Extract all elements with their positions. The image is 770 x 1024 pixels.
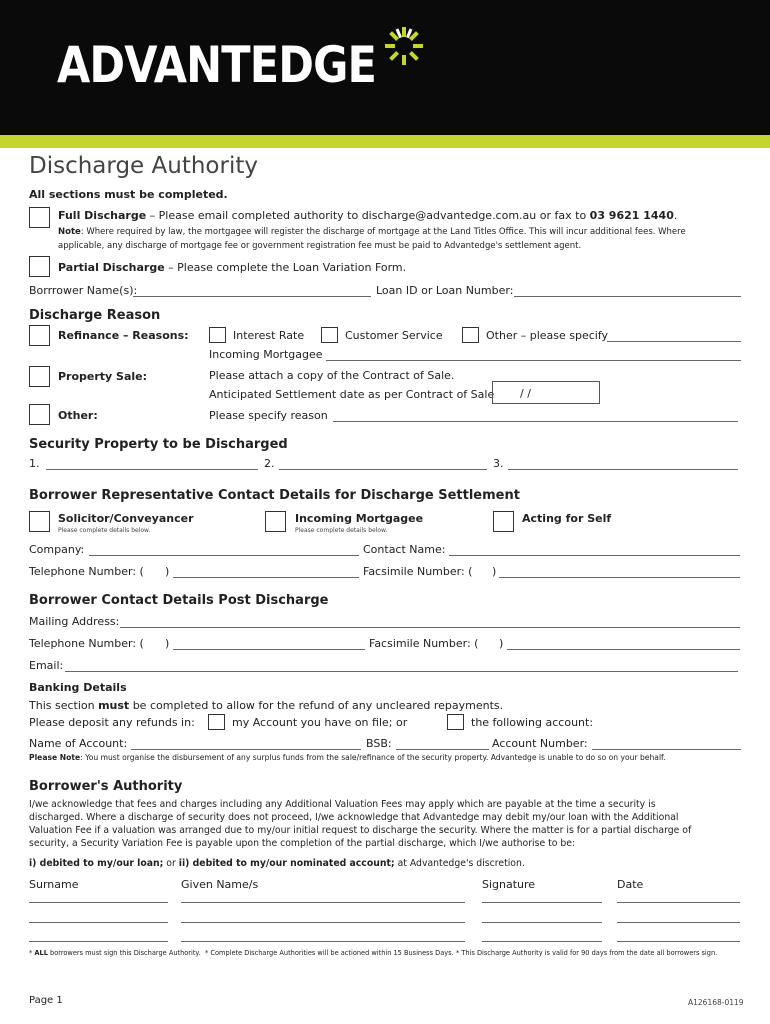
interest-rate-label: Interest Rate [233,329,305,342]
account-number-label: Account Number: [492,737,588,750]
security-3-field[interactable] [508,469,738,470]
account-number-field[interactable] [592,749,741,750]
account-on-file-label: my Account you have on file; or [232,716,408,729]
bsb-field[interactable] [396,749,489,750]
post-telephone-paren: ) [165,637,170,650]
security-1-field[interactable] [46,469,258,470]
incoming-mortgagee-rep-checkbox[interactable] [265,511,286,532]
given-names-field[interactable] [181,902,465,903]
property-sale-label: Property Sale: [58,370,148,383]
solicitor-label: Solicitor/Conveyancer [58,512,194,525]
authority-paragraph-3: Valuation Fee if a valuation was arranged due to my/our initial request to discharge the security. Where the matter is for a partial discharge of [29,825,692,836]
post-discharge-heading: Borrower Contact Details Post Discharge [29,593,329,608]
account-on-file-checkbox[interactable] [208,714,225,730]
banking-heading: Banking Details [29,681,127,694]
authority-paragraph-4: security, a Security Variation Fee is payable upon the completion of the partial discharge, which I/we authorise to be: [29,838,576,849]
full-discharge-note-2: applicable, any discharge of mortgage fee or government registration fee must be paid to Advantedge's settlement agent. [58,241,582,251]
footnote-business-days: * Complete Discharge Authorities will be actioned within 15 Business Days. [205,949,454,957]
date-separators: / / [520,387,531,400]
refinance-label: Refinance – Reasons: [58,329,189,342]
authority-paragraph-1: I/we acknowledge that fees and charges including any Additional Valuation Fees may apply which are payable at the time a security is [29,799,656,810]
date-column-label: Date [617,878,644,891]
mailing-address-field[interactable] [120,627,740,628]
date-field[interactable] [617,902,740,903]
attach-contract-text: Please attach a copy of the Contract of Sale. [209,369,455,382]
company-label: Company: [29,543,85,556]
loan-id-field[interactable] [514,296,741,297]
post-telephone-field[interactable] [173,649,365,650]
full-discharge-note: Note: Where required by law, the mortgagee will register the discharge of mortgage at the Land Titles Office. This will incur additional fees. Where [58,227,686,237]
incoming-mortgagee-rep-label: Incoming Mortgagee [295,512,424,525]
other-reason-label: Other – please specify [486,329,609,342]
incoming-mortgagee-field[interactable] [326,360,741,361]
bsb-label: BSB: [366,737,392,750]
post-facsimile-field[interactable] [507,649,740,650]
debit-options: i) debited to my/our loan; or ii) debited to my/our nominated account; at Advantedge's discretion. [29,858,525,869]
authority-heading: Borrower's Authority [29,779,183,794]
representative-heading: Borrower Representative Contact Details for Discharge Settlement [29,488,520,503]
discharge-reason-heading: Discharge Reason [29,308,161,323]
acting-for-self-label: Acting for Self [522,512,612,525]
post-telephone-label: Telephone Number: ( [29,637,144,650]
banking-instruction: This section must be completed to allow for the refund of any uncleared repayments. [29,699,504,712]
incoming-mortgagee-label: Incoming Mortgagee [209,348,323,361]
email-label: Email: [29,659,64,672]
acting-for-self-checkbox[interactable] [493,511,514,532]
security-3-label: 3. [493,457,504,470]
given-names-field[interactable] [181,922,465,923]
account-name-label: Name of Account: [29,737,128,750]
partial-discharge-line: Partial Discharge – Please complete the Loan Variation Form. [58,261,407,274]
full-discharge-line: Full Discharge – Please email completed authority to discharge@advantedge.com.au or fax to 03 9621 1440. [58,209,678,222]
account-name-field[interactable] [131,749,361,750]
brand-logo: ADVANTEDGE [57,36,377,94]
deposit-label: Please deposit any refunds in: [29,716,195,729]
anticipated-date-label: Anticipated Settlement date as per Contract of Sale [209,388,495,401]
settlement-date-field[interactable] [492,381,600,404]
specify-reason-label: Please specify reason [209,409,328,422]
specify-reason-field[interactable] [333,421,738,422]
post-facsimile-paren: ) [499,637,504,650]
surname-column-label: Surname [29,878,79,891]
security-property-heading: Security Property to be Discharged [29,437,288,452]
security-2-field[interactable] [279,469,487,470]
customer-service-checkbox[interactable] [321,327,338,343]
sunburst-logo-icon [382,24,426,68]
rep-facsimile-paren: ) [492,565,497,578]
page-title: Discharge Authority [29,153,258,179]
email-field[interactable] [65,671,738,672]
refinance-checkbox[interactable] [29,325,50,346]
other-discharge-label: Other: [58,409,98,422]
loan-id-label: Loan ID or Loan Number: [376,284,514,297]
solicitor-checkbox[interactable] [29,511,50,532]
rep-telephone-paren: ) [165,565,170,578]
signature-column-label: Signature [482,878,536,891]
following-account-checkbox[interactable] [447,714,464,730]
contact-name-field[interactable] [449,555,740,556]
page-number: Page 1 [29,995,63,1006]
date-field[interactable] [617,941,740,942]
authority-paragraph-2: discharged. Where a discharge of security does not proceed, I/we acknowledge that Advantedge may debit my/our loan with the Additional [29,812,679,823]
borrower-names-label: Borrrower Name(s): [29,284,138,297]
mailing-address-label: Mailing Address: [29,615,120,628]
signature-field[interactable] [482,902,602,903]
customer-service-label: Customer Service [345,329,443,342]
given-names-field[interactable] [181,941,465,942]
document-code: A126168-0119 [688,998,744,1007]
rep-facsimile-label: Facsimile Number: ( [363,565,473,578]
interest-rate-checkbox[interactable] [209,327,226,343]
intro-text: All sections must be completed. [29,188,228,201]
rep-telephone-label: Telephone Number: ( [29,565,144,578]
incoming-mortgagee-hint: Please complete details below. [295,527,388,534]
surname-field[interactable] [29,922,168,923]
post-facsimile-label: Facsimile Number: ( [369,637,479,650]
signature-field[interactable] [482,941,602,942]
other-reason-checkbox[interactable] [462,327,479,343]
date-field[interactable] [617,922,740,923]
rep-facsimile-field[interactable] [499,577,740,578]
given-names-column-label: Given Name/s [181,878,259,891]
company-field[interactable] [89,555,359,556]
contact-name-label: Contact Name: [363,543,446,556]
banking-note: Please Note: You must organise the disbursement of any surplus funds from the sale/refinance of the security property. Advantedge is unable to do so on your behalf. [29,753,666,762]
solicitor-hint: Please complete details below. [58,527,151,534]
rep-telephone-field[interactable] [173,577,359,578]
following-account-label: the following account: [471,716,594,729]
surname-field[interactable] [29,941,168,942]
other-reason-field[interactable] [607,341,741,342]
security-2-label: 2. [264,457,275,470]
signature-field[interactable] [482,922,602,923]
full-discharge-checkbox[interactable] [29,207,50,228]
footnote-validity: * This Discharge Authority is valid for 90 days from the date all borrowers sign. [456,949,718,957]
surname-field[interactable] [29,902,168,903]
header-accent-bar [0,135,770,148]
footnote-all-borrowers: * ALL borrowers must sign this Discharge Authority. [29,949,201,957]
other-discharge-checkbox[interactable] [29,404,50,425]
security-1-label: 1. [29,457,40,470]
property-sale-checkbox[interactable] [29,366,50,387]
partial-discharge-checkbox[interactable] [29,256,50,277]
borrower-names-field[interactable] [133,296,371,297]
